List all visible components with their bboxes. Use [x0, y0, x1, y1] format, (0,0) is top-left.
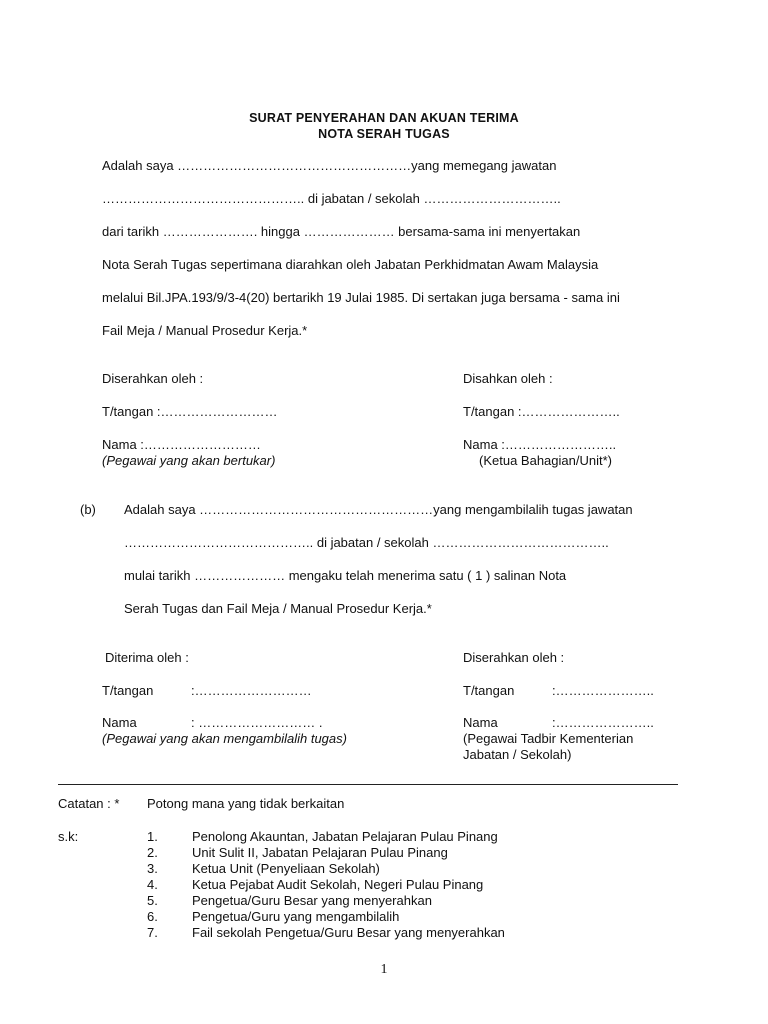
section-a-line: Nota Serah Tugas sepertimana diarahkan oleh Jabatan Perkhidmatan Awam Malaysia: [102, 257, 599, 272]
catatan-label: Catatan : *: [58, 796, 120, 811]
sk-item-text: Pengetua/Guru yang mengambilalih: [192, 909, 400, 924]
section-b-label: (b): [80, 502, 96, 517]
section-a-line: Fail Meja / Manual Prosedur Kerja.*: [102, 323, 308, 338]
sk-item-text: Ketua Pejabat Audit Sekolah, Negeri Pulau Pinang: [192, 877, 484, 892]
deliverer-name-label: Nama: [463, 715, 498, 730]
sk-item-number: 3.: [147, 861, 158, 876]
handover-name-field: Nama :………………………: [102, 437, 261, 452]
section-b-line: mulai tarikh ………………… mengaku telah menerima satu ( 1 ) salinan Nota: [124, 568, 567, 583]
receiver-signature-label: T/tangan: [102, 683, 154, 698]
approver-name-field: Nama :……………………..: [463, 437, 617, 452]
page-number: 1: [380, 962, 388, 977]
section-a-line: ……………………………………….. di jabatan / sekolah …………………………..: [102, 191, 561, 206]
handover-signature-field: T/tangan :………………………: [102, 404, 278, 419]
sk-item-text: Unit Sulit II, Jabatan Pelajaran Pulau Pinang: [192, 845, 448, 860]
sk-item-text: Penolong Akauntan, Jabatan Pelajaran Pulau Pinang: [192, 829, 498, 844]
title-line-1: SURAT PENYERAHAN DAN AKUAN TERIMA: [249, 111, 519, 125]
sk-label: s.k:: [58, 829, 79, 844]
approver-role-note: (Ketua Bahagian/Unit*): [479, 453, 612, 468]
receiver-name-field: : ……………………… .: [191, 715, 323, 730]
receiver-name-label: Nama: [102, 715, 137, 730]
section-a-line: dari tarikh …………………. hingga ………………… bersama-sama ini menyertakan: [102, 224, 581, 239]
catatan-text: Potong mana yang tidak berkaitan: [147, 796, 345, 811]
receiver-signature-field: :………………………: [191, 683, 312, 698]
sk-item-number: 4.: [147, 877, 158, 892]
title-line-2: NOTA SERAH TUGAS: [318, 127, 450, 141]
handover-role-note: (Pegawai yang akan bertukar): [102, 453, 276, 468]
deliverer-role-note-line-1: (Pegawai Tadbir Kementerian: [463, 731, 634, 746]
received-by-heading: Diterima oleh :: [105, 650, 189, 665]
section-a-line: melalui Bil.JPA.193/9/3-4(20) bertarikh 19 Julai 1985. Di sertakan juga bersama - sama ini: [102, 290, 620, 305]
section-a-line: Adalah saya ………………………………………………yang memegang jawatan: [102, 158, 557, 173]
approver-signature-field: T/tangan :…………………..: [463, 404, 620, 419]
section-b-line: Adalah saya ………………………………………………yang mengambilalih tugas jawatan: [124, 502, 633, 517]
deliverer-role-note-line-2: Jabatan / Sekolah): [463, 747, 572, 762]
section-divider: [58, 784, 678, 785]
sk-item-number: 1.: [147, 829, 158, 844]
sk-item-number: 7.: [147, 925, 158, 940]
section-b-line: …………………………………….. di jabatan / sekolah …………………………………..: [124, 535, 609, 550]
sk-item-number: 5.: [147, 893, 158, 908]
delivered-by-heading: Diserahkan oleh :: [463, 650, 565, 665]
receiver-role-note: (Pegawai yang akan mengambilalih tugas): [102, 731, 347, 746]
sk-item-text: Fail sekolah Pengetua/Guru Besar yang menyerahkan: [192, 925, 505, 940]
deliverer-signature-label: T/tangan: [463, 683, 515, 698]
section-b-line: Serah Tugas dan Fail Meja / Manual Prosedur Kerja.*: [124, 601, 432, 616]
handover-by-heading: Diserahkan oleh :: [102, 371, 204, 386]
deliverer-signature-field: :…………………..: [552, 683, 654, 698]
sk-item-number: 6.: [147, 909, 158, 924]
sk-item-text: Ketua Unit (Penyeliaan Sekolah): [192, 861, 380, 876]
sk-item-text: Pengetua/Guru Besar yang menyerahkan: [192, 893, 432, 908]
deliverer-name-field: :…………………..: [552, 715, 654, 730]
approved-by-heading: Disahkan oleh :: [463, 371, 553, 386]
sk-item-number: 2.: [147, 845, 158, 860]
